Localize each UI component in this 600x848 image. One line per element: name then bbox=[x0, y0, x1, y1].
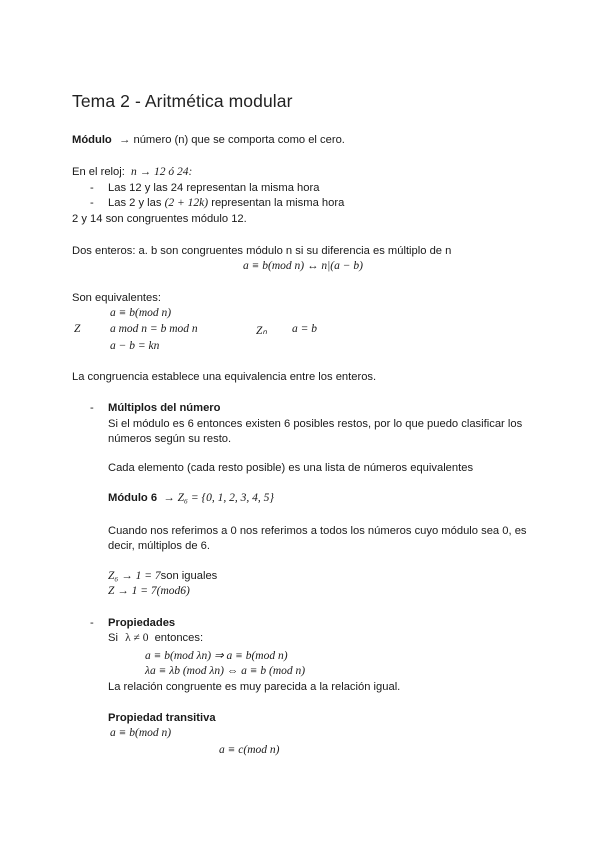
propiedades-heading: Propiedades bbox=[108, 617, 176, 629]
equiv-z: Z bbox=[74, 323, 81, 335]
mod6-congruence: Z → 1 = 7(mod6) bbox=[108, 585, 190, 597]
equiv-formula-3: a = b bbox=[292, 323, 318, 335]
bullet-formula: (2 + 12k) bbox=[164, 197, 209, 209]
modulo6-label: Módulo 6 bbox=[108, 492, 158, 504]
transitiva-heading: Propiedad transitiva bbox=[108, 712, 216, 724]
propiedad-formula-1: a ≡ b(mod λn) ⇒ a ≡ b(mod n) bbox=[145, 650, 288, 662]
page-title: Tema 2 - Aritmética modular bbox=[72, 91, 293, 111]
modulo-text: número (n) que se comporta como el cero. bbox=[133, 134, 345, 146]
multiplos-paragraph-2: Cada elemento (cada resto posible) es una lista de números equivalentes bbox=[108, 462, 474, 474]
equiv-zn: Zₙ bbox=[256, 325, 267, 337]
equiv-formula-4: a − b = kn bbox=[110, 340, 160, 352]
modulo6-formula: → Z₆ = {0, 1, 2, 3, 4, 5} bbox=[163, 492, 274, 504]
multiplos-paragraph-3: Cuando nos referimos a 0 nos referimos a todos los números cuyo módulo sea 0, es decir, múltiplos de 6. bbox=[108, 525, 527, 552]
modulo6-line bbox=[108, 492, 274, 504]
lambda-condition: λ ≠ 0 bbox=[125, 632, 149, 644]
reloj-conclusion: 2 y 14 son congruentes módulo 12. bbox=[72, 213, 247, 225]
transitiva-formula-2: a ≡ c(mod n) bbox=[219, 744, 280, 756]
multiplos-dash: - bbox=[90, 402, 94, 414]
equiv-formula-2: a mod n = b mod n bbox=[110, 323, 198, 335]
arrow-symbol: → bbox=[118, 134, 131, 146]
reloj-bullet-2: - Las 2 y las (2 + 12k) representan la misma hora bbox=[90, 197, 345, 209]
modulo-definition bbox=[72, 134, 345, 146]
iguales-line: Z₆ → 1 = 7son iguales bbox=[108, 570, 218, 582]
congruencia-text: La congruencia establece una equivalencia entre los enteros. bbox=[72, 371, 377, 383]
modulo-label: Módulo bbox=[72, 134, 112, 146]
equiv-formula-1: a ≡ b(mod n) bbox=[110, 307, 172, 319]
multiplos-heading: Múltiplos del número bbox=[108, 402, 221, 414]
multiplos-paragraph-1: Si el módulo es 6 entonces existen 6 posibles restos, por lo que puedo clasificar los números según su resto. bbox=[108, 418, 523, 445]
equivalentes-heading: Son equivalentes: bbox=[72, 292, 161, 304]
reloj-formula: n → 12 ó 24: bbox=[130, 166, 193, 178]
enteros-formula: a ≡ b(mod n) ↔ n|(a − b) bbox=[243, 260, 363, 272]
reloj-bullet-1: - Las 12 y las 24 representan la misma hora bbox=[90, 182, 320, 194]
reloj-intro: En el reloj: n → 12 ó 24: bbox=[72, 166, 193, 178]
transitiva-formula-1: a ≡ b(mod n) bbox=[110, 727, 172, 739]
propiedad-formula-2: λa ≡ λb (mod λn) ⇔ a ≡ b (mod n) bbox=[145, 665, 306, 677]
iguales-formula: Z₆ → 1 = 7 bbox=[108, 570, 161, 582]
enteros-definition: Dos enteros: a. b son congruentes módulo n si su diferencia es múltiplo de n bbox=[72, 245, 452, 257]
propiedades-text: La relación congruente es muy parecida a la relación igual. bbox=[108, 681, 401, 693]
propiedades-dash: - bbox=[90, 617, 94, 629]
propiedades-condition: Si λ ≠ 0 entonces: bbox=[108, 632, 204, 644]
